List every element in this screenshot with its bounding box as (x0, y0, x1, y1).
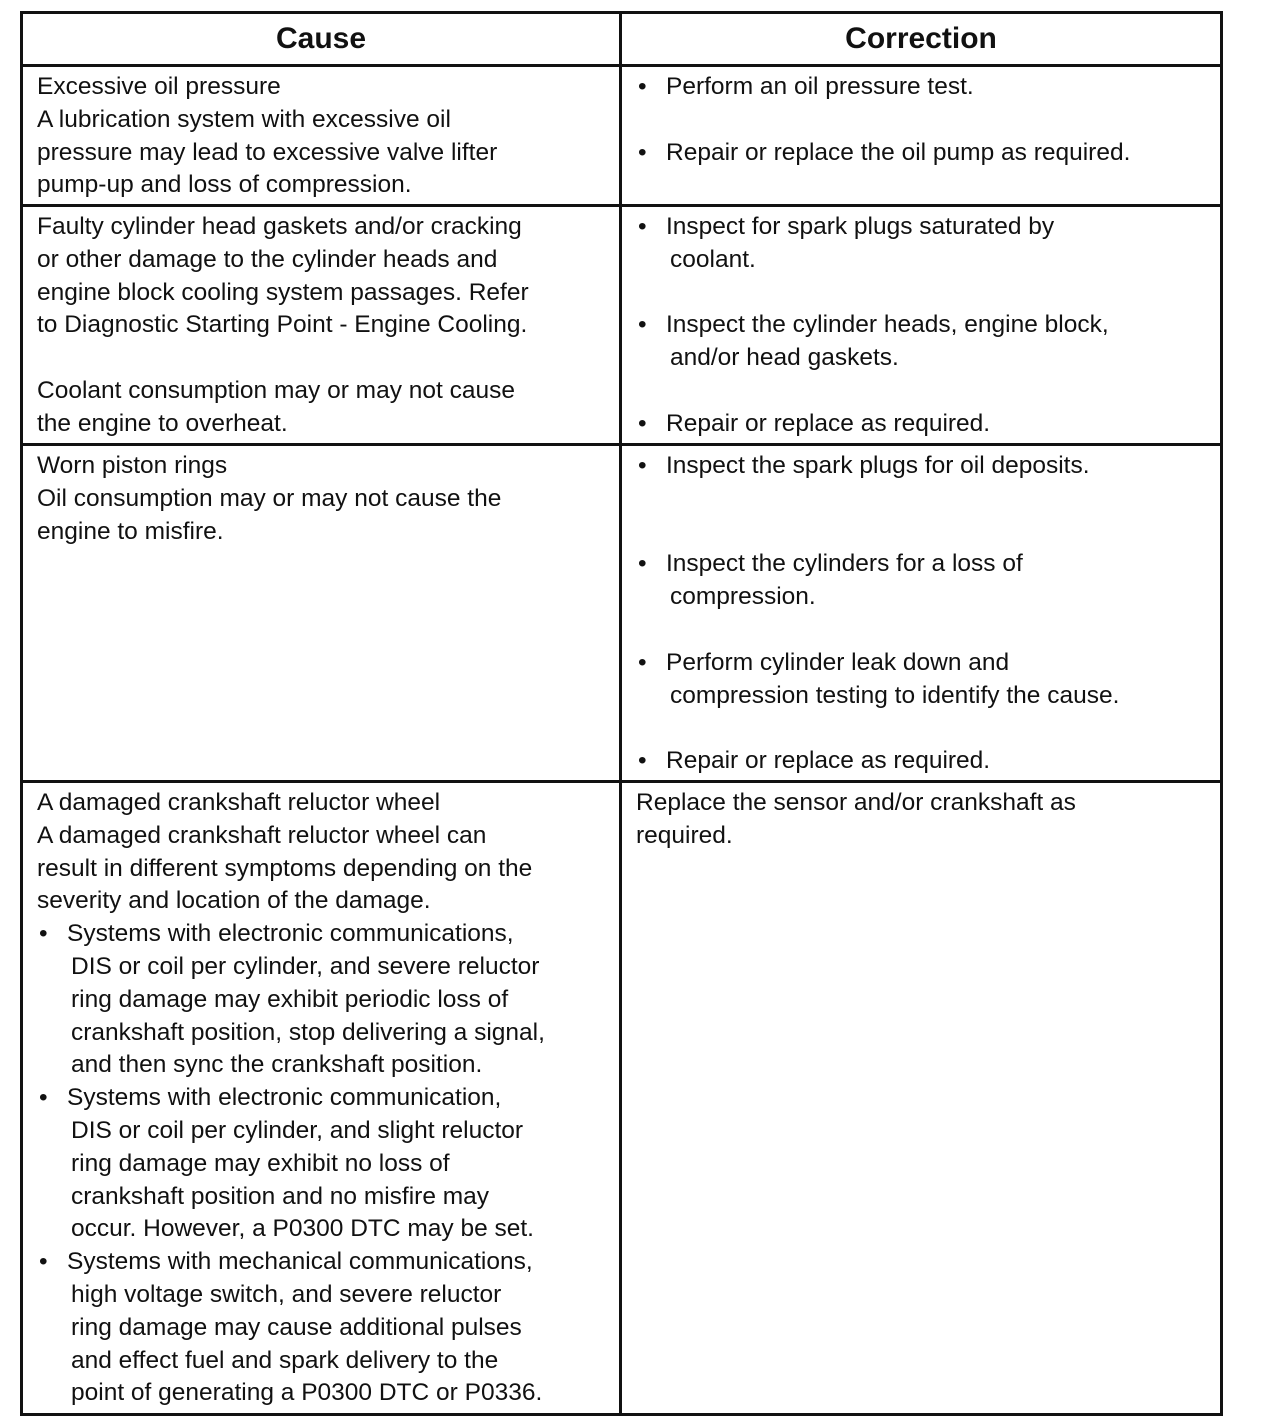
cause-title: A damaged crankshaft reluctor wheel (37, 789, 441, 816)
bullet-icon: • (638, 648, 647, 676)
correction-cell (622, 783, 1220, 1413)
bullet-icon: • (638, 409, 647, 437)
bullet-icon: • (39, 920, 48, 948)
correction-cell (622, 67, 1220, 204)
diagnostic-table (20, 11, 1223, 1416)
correction-bullet (636, 211, 1214, 277)
bullet-icon: • (39, 1248, 48, 1276)
bullet-text: and/or head gaskets. (670, 344, 899, 372)
bullet-icon: • (638, 213, 647, 240)
bullet-icon: • (638, 311, 647, 339)
correction-bullet (636, 745, 1214, 778)
bullet-text: Perform an oil pressure test. (666, 73, 974, 100)
bullet-text: DIS or coil per cylinder, and severe reluctor (71, 952, 540, 980)
bullet-icon: • (39, 1084, 48, 1112)
bullet-text: ring damage may cause additional pulses (71, 1313, 522, 1341)
cause-bullet (37, 1082, 613, 1246)
correction-cell (622, 207, 1220, 443)
bullet-text: Systems with electronic communications, (67, 920, 514, 948)
cause-text-line: pressure may lead to excessive valve lifter (37, 138, 498, 166)
cause-cell (23, 783, 622, 1413)
cause-title: Faulty cylinder head gaskets and/or cracking (37, 213, 522, 240)
bullet-text: Repair or replace the oil pump as required. (666, 138, 1131, 166)
cause-bullet (37, 1246, 613, 1410)
cause-title: Worn piston rings (37, 452, 228, 479)
cause-cell (23, 67, 622, 204)
bullet-text: crankshaft position and no misfire may (71, 1182, 490, 1210)
cause-bullet (37, 918, 613, 1082)
bullet-text: Systems with mechanical communications, (67, 1248, 533, 1276)
table-row (23, 443, 1220, 780)
bullet-text: Inspect for spark plugs saturated by (666, 213, 1055, 240)
bullet-text: ring damage may exhibit periodic loss of (71, 985, 509, 1013)
bullet-text: crankshaft position, stop delivering a signal, (71, 1018, 545, 1046)
cause-text-line: to Diagnostic Starting Point - Engine Cooling. (37, 311, 528, 339)
cause-text-line: or other damage to the cylinder heads and (37, 245, 498, 273)
bullet-text: point of generating a P0300 DTC or P0336. (71, 1379, 543, 1407)
correction-bullet (636, 548, 1214, 614)
bullet-icon: • (638, 747, 647, 775)
cause-cell (23, 446, 622, 780)
cause-text-line: the engine to overheat. (37, 409, 288, 437)
cause-text-line: result in different symptoms depending on the (37, 854, 533, 882)
bullet-text: Systems with electronic communication, (67, 1084, 502, 1112)
bullet-icon: • (638, 452, 647, 479)
cause-text-line: A lubrication system with excessive oil (37, 105, 451, 133)
cause-cell (23, 207, 622, 443)
table-row (23, 64, 1220, 204)
correction-column-header: Correction (845, 22, 997, 55)
table-header-row (23, 14, 1220, 64)
cause-text-line: engine to misfire. (37, 517, 224, 545)
cause-column-header: Cause (23, 14, 622, 64)
correction-bullet (636, 137, 1214, 170)
cause-text-line: Oil consumption may or may not cause the (37, 484, 502, 512)
cause-text-line: engine block cooling system passages. Refer (37, 278, 529, 306)
bullet-text: compression. (670, 583, 816, 611)
bullet-text: coolant. (670, 245, 756, 273)
bullet-text: Inspect the cylinders for a loss of (666, 550, 1023, 578)
bullet-text: and effect fuel and spark delivery to the (71, 1346, 499, 1374)
bullet-text: Inspect the cylinder heads, engine block, (666, 311, 1109, 339)
correction-text-line: required. (636, 821, 733, 849)
bullet-text: Inspect the spark plugs for oil deposits. (666, 452, 1090, 479)
bullet-text: DIS or coil per cylinder, and slight reluctor (71, 1116, 524, 1144)
cause-title: Excessive oil pressure (37, 73, 281, 100)
bullet-text: Repair or replace as required. (666, 747, 991, 775)
bullet-icon: • (638, 73, 647, 100)
bullet-text: high voltage switch, and severe reluctor (71, 1280, 502, 1308)
bullet-text: Repair or replace as required. (666, 409, 991, 437)
bullet-text: occur. However, a P0300 DTC may be set. (71, 1215, 534, 1243)
table-row (23, 204, 1220, 443)
correction-bullet (636, 71, 1214, 104)
correction-bullet (636, 450, 1214, 483)
correction-bullet (636, 408, 1214, 441)
correction-bullet (636, 309, 1214, 375)
cause-text-line: A damaged crankshaft reluctor wheel can (37, 821, 487, 849)
bullet-icon: • (638, 138, 647, 166)
bullet-text: compression testing to identify the cause. (670, 681, 1120, 709)
bullet-text: and then sync the crankshaft position. (71, 1051, 483, 1079)
cause-text-line: severity and location of the damage. (37, 887, 431, 915)
correction-text-line: Replace the sensor and/or crankshaft as (636, 789, 1076, 816)
cause-text-line: Coolant consumption may or may not cause (37, 376, 515, 404)
cause-text-line: pump-up and loss of compression. (37, 171, 412, 199)
bullet-text: ring damage may exhibit no loss of (71, 1149, 450, 1177)
bullet-text: Perform cylinder leak down and (666, 648, 1010, 676)
bullet-icon: • (638, 550, 647, 578)
table-row (23, 780, 1220, 1413)
correction-cell (622, 446, 1220, 780)
correction-bullet (636, 647, 1214, 713)
